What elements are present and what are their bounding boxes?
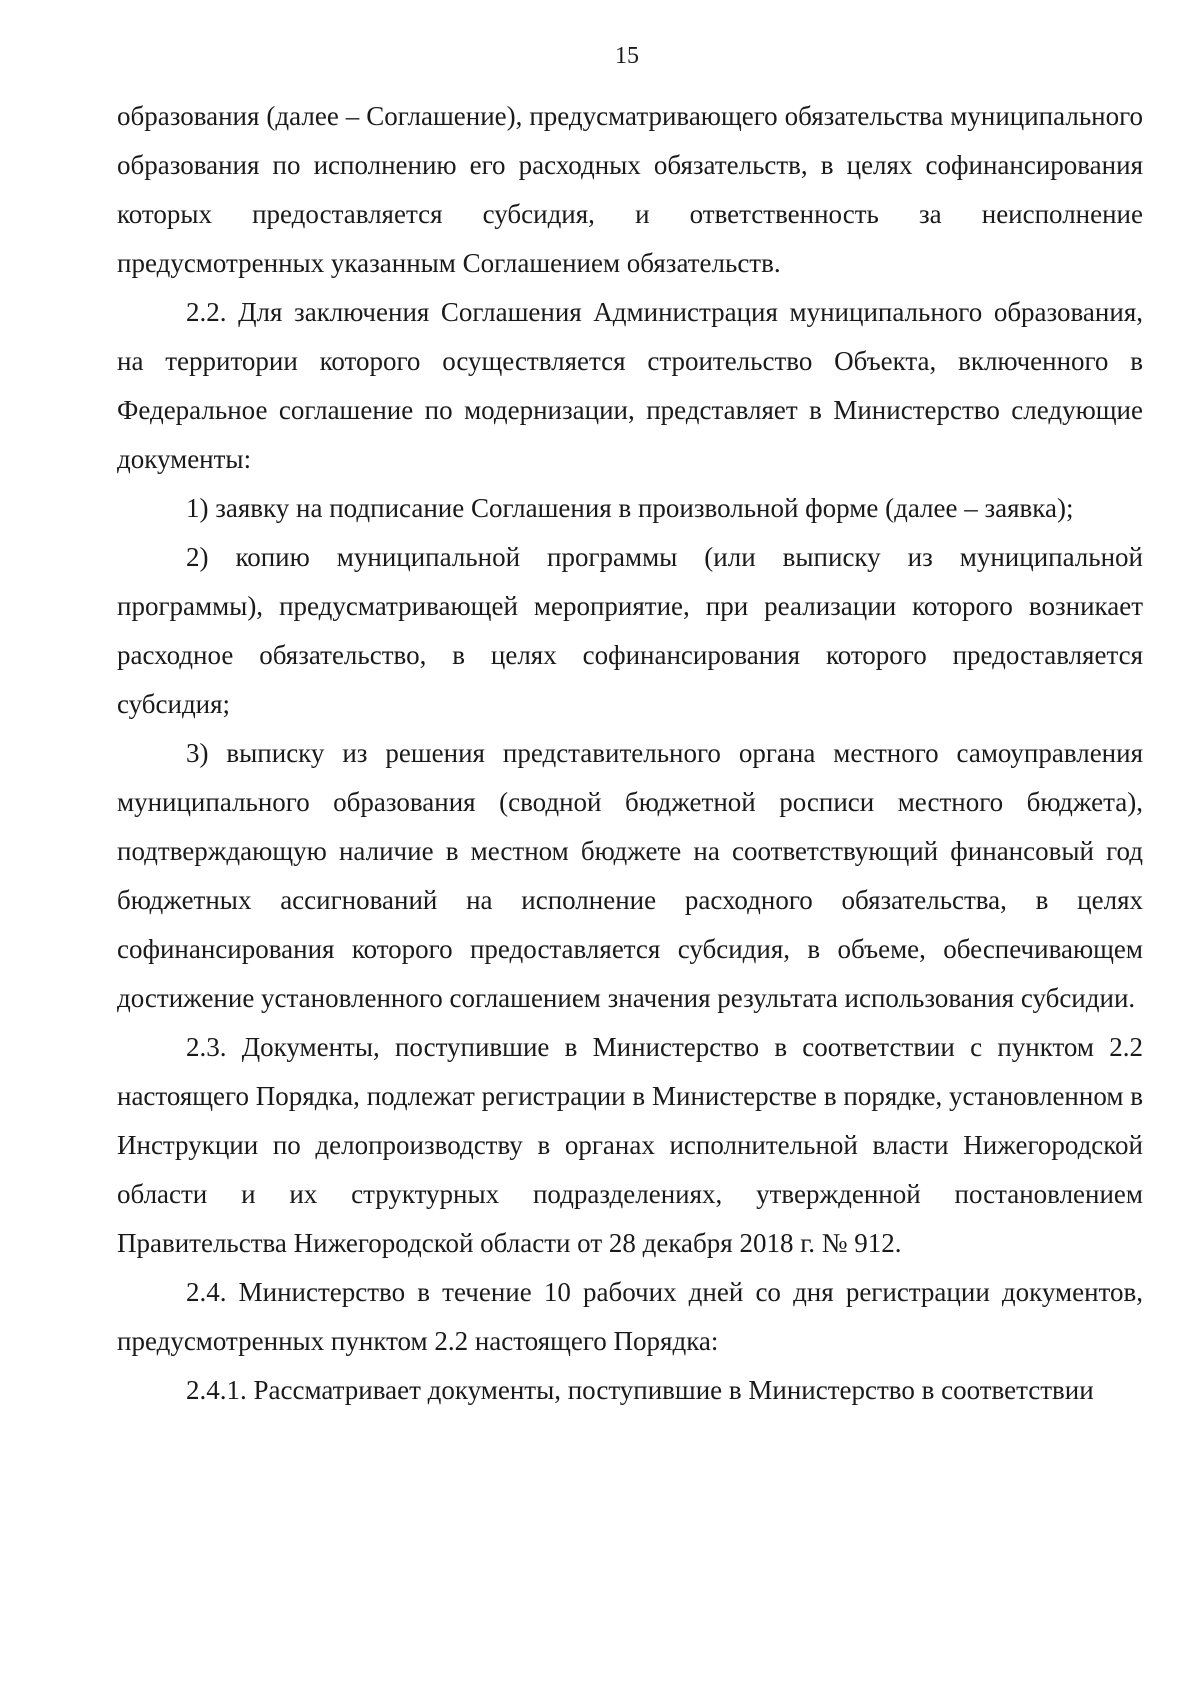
paragraph-2-4: 2.4. Министерство в течение 10 рабочих дней со дня регистрации документов, предусмотренных пунктом 2.2 настоящего Порядка:: [117, 1277, 1143, 1356]
paragraph-2-2-item-1: 1) заявку на подписание Соглашения в произвольной форме (далее – заявка);: [186, 493, 1074, 523]
document-body: [117, 92, 1143, 1415]
paragraph-agreement-continuation: образования (далее – Соглашение), предусматривающего обязательства муниципального образования по исполнению его расходных обязательств, в целях софинансирования которых предоставляется субсидия, и ответственность за неисполнение предусмотренных указанным Соглашением обязательств.: [117, 101, 1143, 278]
paragraph-2-3: 2.3. Документы, поступившие в Министерство в соответствии с пунктом 2.2 настоящего Порядка, подлежат регистрации в Министерстве в порядке, установленном в Инструкции по делопроизводству в органах исполнительной власти Нижегородской области и их структурных подразделениях, утвержденной постановлением Правительства Нижегородской области от 28 декабря 2018 г. № 912.: [117, 1032, 1143, 1258]
paragraph-2-2-item-2: 2) копию муниципальной программы (или выписку из муниципальной программы), предусматривающей мероприятие, при реализации которого возникает расходное обязательство, в целях софинансирования которого предоставляется субсидия;: [117, 542, 1143, 719]
paragraph-2-4-1: 2.4.1. Рассматривает документы, поступившие в Министерство в соответствии: [186, 1375, 1094, 1405]
paragraph-2-2-item-3: 3) выписку из решения представительного органа местного самоуправления муниципального образования (сводной бюджетной росписи местного бюджета), подтверждающую наличие в местном бюджете на соответствующий финансовый год бюджетных ассигнований на исполнение расходного обязательства, в целях софинансирования которого предоставляется субсидия, в объеме, обеспечивающем достижение установленного соглашением значения результата использования субсидии.: [117, 738, 1143, 1013]
paragraph-2-2: 2.2. Для заключения Соглашения Администрация муниципального образования, на территории которого осуществляется строительство Объекта, включенного в Федеральное соглашение по модернизации, представляет в Министерство следующие документы:: [117, 297, 1143, 474]
page-number: 15: [615, 43, 639, 69]
